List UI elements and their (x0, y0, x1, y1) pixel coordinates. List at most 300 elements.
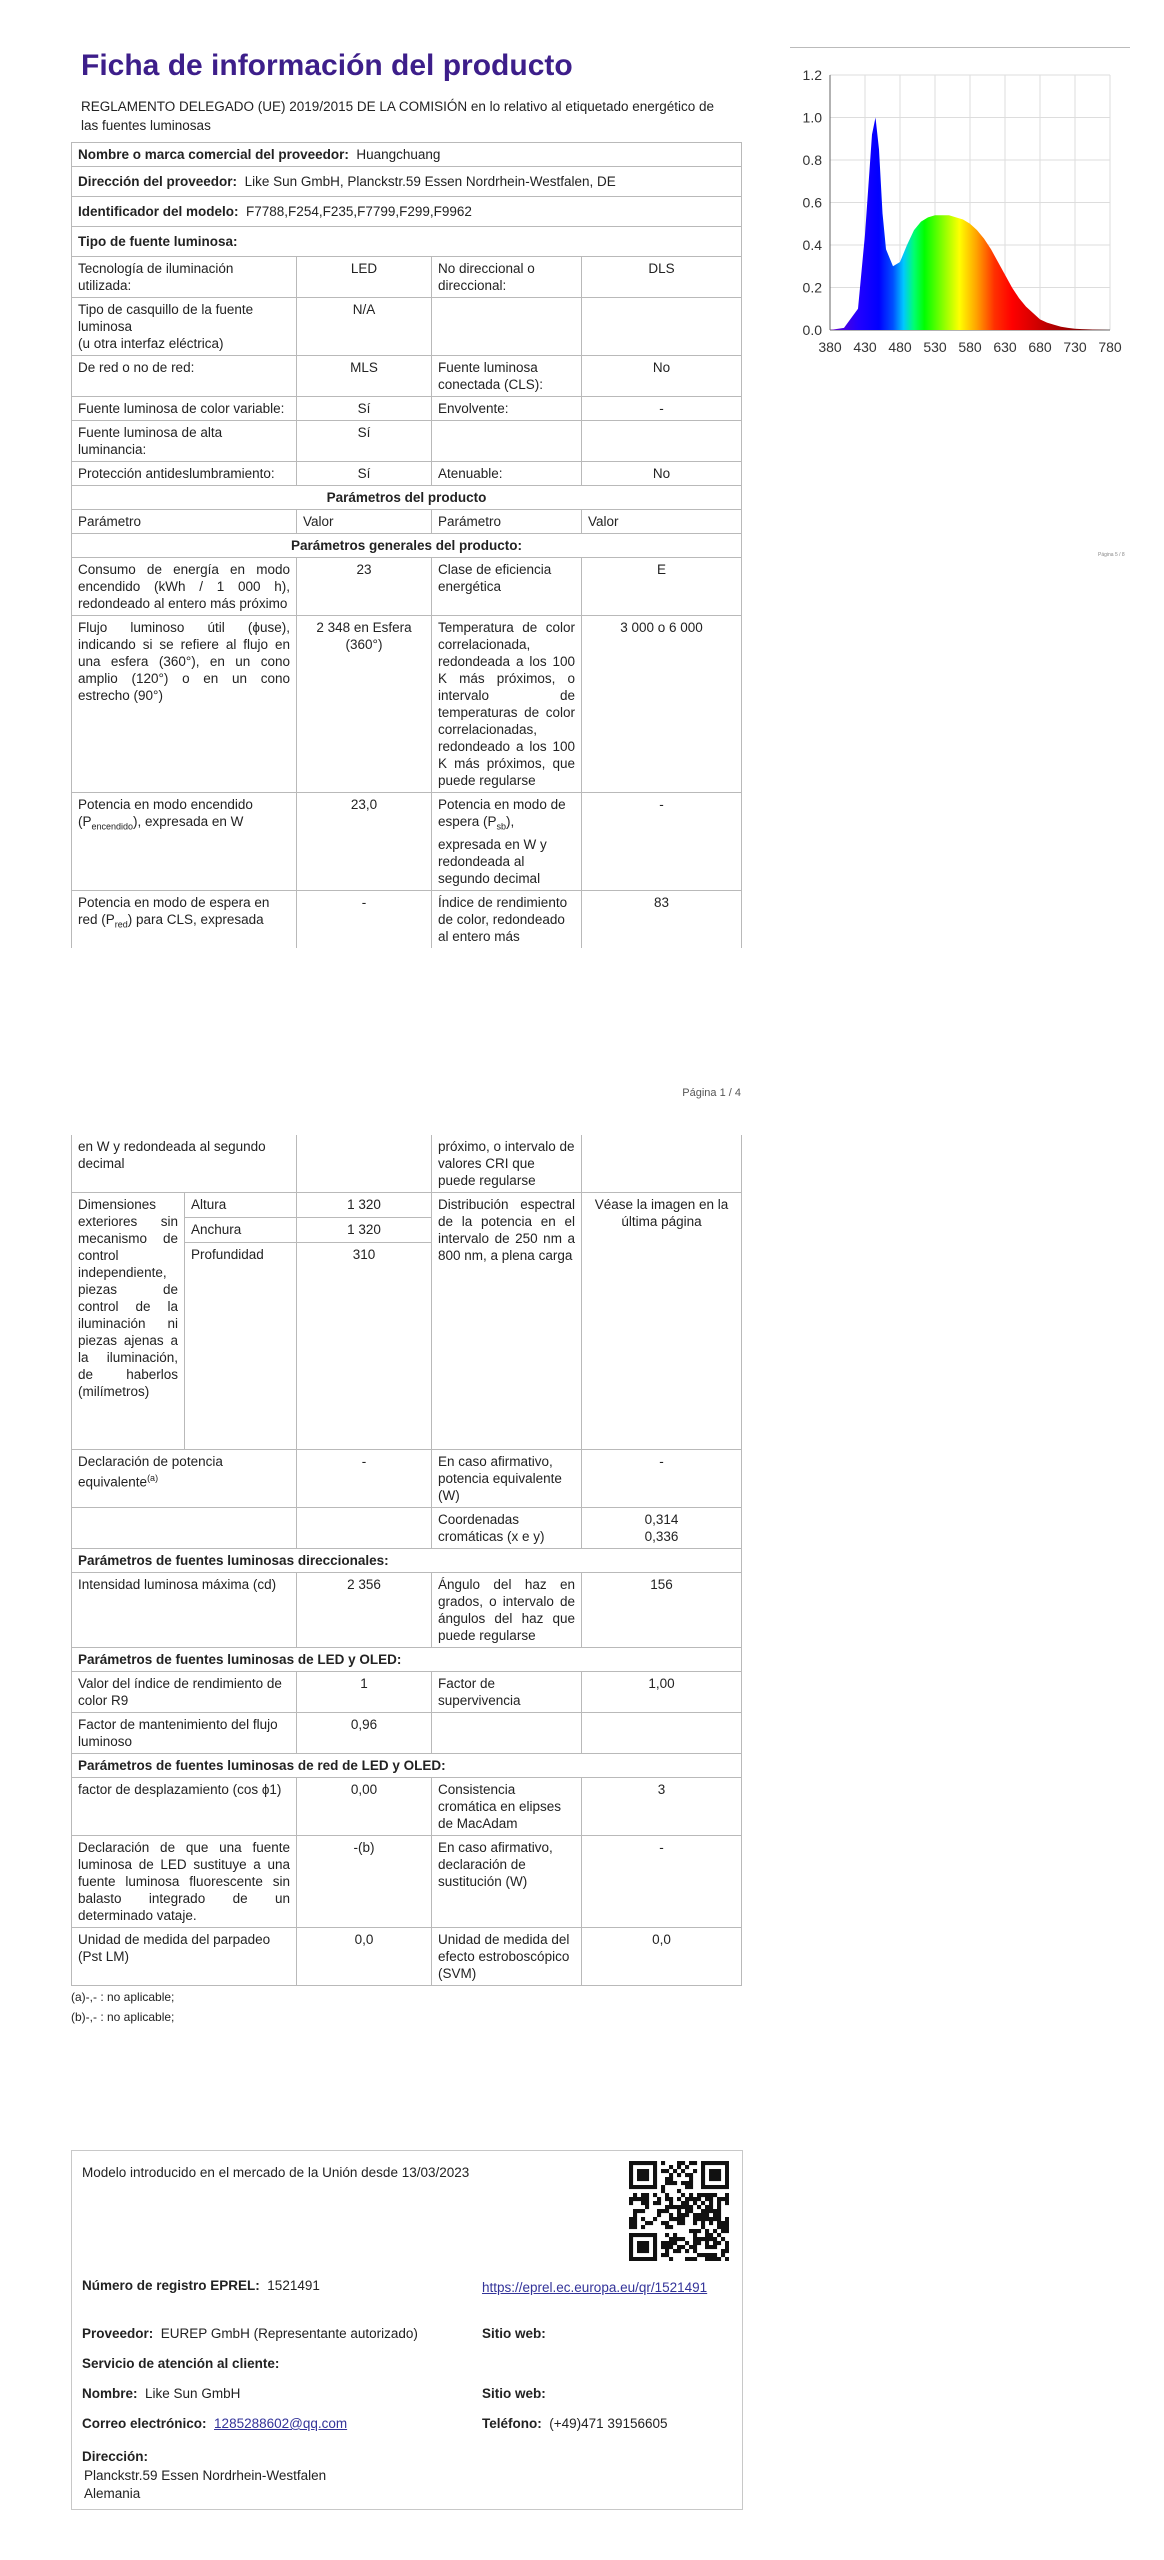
email-label: Correo electrónico: (82, 2416, 207, 2431)
qr-finder-module (645, 2241, 649, 2245)
email-row (82, 2416, 347, 2431)
qr-module (713, 2213, 717, 2217)
qr-module (693, 2197, 697, 2201)
qr-module (669, 2225, 673, 2229)
cell: DLS (582, 257, 742, 298)
cell: Véase la imagen en la última página (582, 1193, 742, 1450)
qr-module (701, 2201, 705, 2205)
qr-finder-module (629, 2161, 633, 2165)
qr-module (721, 2197, 725, 2201)
qr-module (717, 2201, 721, 2205)
qr-module (701, 2213, 705, 2217)
text: Potencia en modo encendido (P (78, 797, 253, 829)
qr-finder-module (721, 2161, 725, 2165)
qr-module (701, 2225, 705, 2229)
qr-module (693, 2237, 697, 2241)
qr-module (713, 2209, 717, 2213)
qr-module (677, 2245, 681, 2249)
cell (72, 890, 297, 948)
model-row (72, 197, 742, 227)
qr-finder-module (721, 2185, 725, 2189)
cell: 0,0 (297, 1928, 432, 1986)
qr-finder-module (649, 2257, 653, 2261)
cell: factor de desplazamiento (cos ϕ1) (72, 1778, 297, 1836)
y-tick-label: 0.2 (802, 279, 822, 296)
cell (582, 1135, 742, 1193)
qr-module (705, 2193, 709, 2197)
supplier-row (72, 143, 742, 167)
qr-module (717, 2213, 721, 2217)
qr-module (705, 2245, 709, 2249)
cell: LED (297, 257, 432, 298)
qr-finder-module (629, 2165, 633, 2169)
supplier-value: Huangchuang (356, 147, 441, 162)
cell: Unidad de medida del efecto estroboscópico (SVM) (432, 1928, 582, 1986)
qr-module (721, 2249, 725, 2253)
text: Potencia en modo de espera en red (P (78, 894, 270, 927)
qr-finder-module (713, 2173, 717, 2177)
table-row (72, 298, 742, 356)
cell: Envolvente: (432, 397, 582, 421)
qr-finder-module (701, 2181, 705, 2185)
qr-module (665, 2177, 669, 2181)
qr-module (713, 2237, 717, 2241)
qr-module (665, 2181, 669, 2185)
cell: - (582, 397, 742, 421)
qr-module (665, 2241, 669, 2245)
eprel-box (71, 2150, 743, 2510)
cell: 156 (582, 1573, 742, 1648)
qr-module (633, 2193, 637, 2197)
qr-finder-module (701, 2165, 705, 2169)
qr-module (661, 2241, 665, 2245)
qr-module (633, 2221, 637, 2225)
qr-finder-module (653, 2165, 657, 2169)
qr-module (689, 2197, 693, 2201)
qr-module (665, 2221, 669, 2225)
qr-finder-module (637, 2233, 641, 2237)
text: sb (496, 821, 507, 832)
qr-finder-module (653, 2241, 657, 2245)
qr-finder-module (725, 2181, 729, 2185)
qr-module (661, 2253, 665, 2257)
qr-module (705, 2229, 709, 2233)
qr-finder-module (641, 2185, 645, 2189)
qr-module (693, 2241, 697, 2245)
cell (582, 1713, 742, 1754)
cell: Temperatura de color correlacionada, redondeada a los 100 K más próximos, o intervalo de temperaturas de color correlacionadas, redondeado a los 100 K más próximos, que puede regularse (432, 616, 582, 793)
led-header: Parámetros de fuentes luminosas de LED y OLED: (72, 1648, 742, 1672)
table-row (72, 257, 742, 298)
qr-module (685, 2213, 689, 2217)
x-tick-label: 530 (923, 339, 947, 355)
qr-module (693, 2249, 697, 2253)
eprel-reg-row (82, 2278, 320, 2293)
qr-module (657, 2209, 661, 2213)
qr-module (693, 2161, 697, 2165)
cell: 1,00 (582, 1672, 742, 1713)
cell: Distribución espectral de la potencia en el intervalo de 250 nm a 800 nm, a plena carga (432, 1193, 582, 1450)
cell (72, 793, 297, 891)
qr-module (637, 2197, 641, 2201)
cell: Sí (297, 397, 432, 421)
qr-finder-module (645, 2161, 649, 2165)
qr-module (693, 2221, 697, 2225)
qr-module (669, 2173, 673, 2177)
qr-finder-module (725, 2177, 729, 2181)
qr-module (709, 2201, 713, 2205)
cell: 2 348 en Esfera (360°) (297, 616, 432, 793)
qr-module (721, 2229, 725, 2233)
qr-finder-module (641, 2161, 645, 2165)
page-title: Ficha de información del producto (81, 49, 573, 82)
cell: 1 320 (297, 1218, 432, 1243)
qr-module (725, 2225, 729, 2229)
qr-finder-module (701, 2173, 705, 2177)
phone-row (482, 2416, 668, 2431)
qr-finder-module (637, 2177, 641, 2181)
qr-finder-module (653, 2161, 657, 2165)
cell: Dimensiones exteriores sin mecanismo de control independiente, piezas de control de la iluminación ni piezas ajenas a la iluminación, de haberlos (milímetros) (72, 1193, 185, 1450)
table-row (72, 793, 742, 891)
qr-module (665, 2169, 669, 2173)
qr-module (641, 2197, 645, 2201)
spectrum-chart (790, 60, 1130, 380)
qr-module (717, 2257, 721, 2261)
params-header: Parámetros del producto (72, 486, 742, 510)
cell: 23 (297, 558, 432, 616)
qr-module (669, 2197, 673, 2201)
text: 0,336 (644, 1529, 679, 1544)
market-intro: Modelo introducido en el mercado de la Unión desde 13/03/2023 (82, 2165, 470, 2180)
qr-module (665, 2225, 669, 2229)
text: encendido (91, 821, 134, 832)
qr-module (693, 2233, 697, 2237)
cell: Índice de rendimiento de color, redondeado al entero más (432, 890, 582, 948)
address-row (72, 167, 742, 197)
qr-module (725, 2249, 729, 2253)
cell: 0,96 (297, 1713, 432, 1754)
y-tick-label: 1.2 (802, 67, 822, 83)
qr-finder-module (645, 2177, 649, 2181)
table-row (72, 1778, 742, 1836)
qr-finder-module (637, 2241, 641, 2245)
y-tick-label: 1.0 (802, 109, 822, 126)
qr-finder-module (713, 2185, 717, 2189)
qr-module (725, 2245, 729, 2249)
qr-module (665, 2249, 669, 2253)
qr-module (633, 2209, 637, 2213)
qr-module (633, 2217, 637, 2221)
provider-label: Proveedor: (82, 2326, 154, 2341)
cell: Intensidad luminosa máxima (cd) (72, 1573, 297, 1648)
cell: De red o no de red: (72, 356, 297, 397)
qr-module (725, 2201, 729, 2205)
x-tick-label: 680 (1028, 339, 1052, 355)
cell: Consumo de energía en modo encendido (kWh / 1 000 h), redondeado al entero más próximo (72, 558, 297, 616)
qr-module (685, 2165, 689, 2169)
qr-finder-module (629, 2253, 633, 2257)
qr-finder-module (629, 2257, 633, 2261)
cell: 1 320 (297, 1193, 432, 1218)
qr-module (697, 2237, 701, 2241)
cell (582, 1508, 742, 1549)
qr-finder-module (633, 2161, 637, 2165)
qr-module (721, 2225, 725, 2229)
qr-module (705, 2209, 709, 2213)
qr-finder-module (709, 2177, 713, 2181)
qr-module (697, 2197, 701, 2201)
qr-module (689, 2173, 693, 2177)
cell: próximo, o intervalo de valores CRI que puede regularse (432, 1135, 582, 1193)
qr-module (677, 2173, 681, 2177)
qr-module (705, 2213, 709, 2217)
cell: Unidad de medida del parpadeo (Pst LM) (72, 1928, 297, 1986)
qr-finder-module (641, 2257, 645, 2261)
qr-module (693, 2213, 697, 2217)
qr-finder-module (645, 2169, 649, 2173)
qr-module (669, 2257, 673, 2261)
qr-module (629, 2217, 633, 2221)
qr-module (641, 2217, 645, 2221)
phone-value: (+49)471 39156605 (549, 2416, 668, 2431)
qr-module (685, 2181, 689, 2185)
x-tick-label: 730 (1063, 339, 1087, 355)
table-row (72, 356, 742, 397)
qr-module (681, 2245, 685, 2249)
qr-module (661, 2221, 665, 2225)
qr-module (633, 2225, 637, 2229)
y-tick-label: 0.8 (802, 152, 822, 168)
cell: Tipo de casquillo de la fuente luminosa (u otra interfaz eléctrica) (72, 298, 297, 356)
qr-finder-module (709, 2161, 713, 2165)
cell: - (297, 1450, 432, 1508)
qr-module (665, 2205, 669, 2209)
qr-module (717, 2197, 721, 2201)
cell (582, 298, 742, 356)
qr-module (717, 2225, 721, 2229)
qr-module (669, 2213, 673, 2217)
text: 0,314 (644, 1512, 679, 1527)
cell: Sí (297, 421, 432, 462)
cell: Fuente luminosa de alta luminancia: (72, 421, 297, 462)
qr-module (681, 2201, 685, 2205)
qr-finder-module (637, 2169, 641, 2173)
table-row (72, 1672, 742, 1713)
qr-module (721, 2237, 725, 2241)
regulation-text: REGLAMENTO DELEGADO (UE) 2019/2015 DE LA COMISIÓN en lo relativo al etiquetado energético de las fuentes luminosas (81, 99, 715, 133)
qr-module (677, 2217, 681, 2221)
model-label: Identificador del modelo: (78, 204, 239, 219)
cell (432, 298, 582, 356)
table-row (72, 1573, 742, 1648)
col-header: Parámetro (432, 510, 582, 534)
cell (72, 1508, 297, 1549)
name-value: Like Sun GmbH (145, 2386, 241, 2401)
qr-module (721, 2221, 725, 2225)
cell (582, 421, 742, 462)
cell: 310 (297, 1243, 432, 1450)
cell: En caso afirmativo, declaración de sustitución (W) (432, 1836, 582, 1928)
provider-row (82, 2326, 418, 2341)
col-header: Valor (297, 510, 432, 534)
qr-module (673, 2233, 677, 2237)
qr-module (677, 2189, 681, 2193)
qr-module (685, 2209, 689, 2213)
cell: - (582, 793, 742, 891)
cell: - (582, 1450, 742, 1508)
qr-finder-module (653, 2173, 657, 2177)
qr-finder-module (725, 2169, 729, 2173)
qr-module (649, 2221, 653, 2225)
cell: Factor de supervivencia (432, 1672, 582, 1713)
qr-finder-module (645, 2249, 649, 2253)
qr-finder-module (645, 2233, 649, 2237)
qr-module (689, 2205, 693, 2209)
qr-module (653, 2201, 657, 2205)
cell (72, 1450, 297, 1508)
qr-module (693, 2217, 697, 2221)
qr-finder-module (637, 2173, 641, 2177)
cell: Fuente luminosa de color variable: (72, 397, 297, 421)
qr-finder-module (717, 2185, 721, 2189)
qr-module (689, 2193, 693, 2197)
cell: en W y redondeada al segundo decimal (72, 1135, 297, 1193)
cell: E (582, 558, 742, 616)
email-link[interactable]: 1285288602@qq.com (214, 2416, 348, 2431)
qr-finder-module (637, 2249, 641, 2253)
qr-module (677, 2197, 681, 2201)
qr-module (685, 2257, 689, 2261)
qr-module (657, 2197, 661, 2201)
qr-module (697, 2229, 701, 2233)
qr-module (689, 2229, 693, 2233)
qr-module (669, 2241, 673, 2245)
address-line-2: Alemania (84, 2486, 141, 2501)
text: red (114, 919, 128, 930)
qr-module (661, 2161, 665, 2165)
cell: Anchura (185, 1218, 297, 1243)
cell (432, 1713, 582, 1754)
qr-module (701, 2237, 705, 2241)
qr-finder-module (641, 2177, 645, 2181)
address-label: Dirección: (82, 2449, 149, 2464)
product-info-table-2 (71, 1135, 742, 1986)
qr-finder-module (629, 2177, 633, 2181)
qr-module (725, 2193, 729, 2197)
qr-module (657, 2201, 661, 2205)
qr-finder-module (709, 2173, 713, 2177)
address-line-1: Planckstr.59 Essen Nordrhein-Westfalen (84, 2468, 327, 2483)
name-label: Nombre: (82, 2386, 138, 2401)
qr-finder-module (653, 2249, 657, 2253)
footnote-b: (b)-,- : no aplicable; (71, 2010, 175, 2024)
qr-module (689, 2185, 693, 2189)
qr-module (725, 2221, 729, 2225)
qr-module (689, 2209, 693, 2213)
qr-finder-module (641, 2249, 645, 2253)
qr-module (673, 2217, 677, 2221)
qr-module (681, 2193, 685, 2197)
qr-finder-module (641, 2173, 645, 2177)
qr-module (681, 2237, 685, 2241)
x-tick-label: 430 (853, 339, 877, 355)
col-header: Valor (582, 510, 742, 534)
qr-module (677, 2161, 681, 2165)
qr-module (673, 2205, 677, 2209)
qr-module (661, 2245, 665, 2249)
cell: 3 (582, 1778, 742, 1836)
qr-module (701, 2221, 705, 2225)
qr-module (685, 2197, 689, 2201)
qr-module (637, 2209, 641, 2213)
qr-module (709, 2193, 713, 2197)
eprel-link[interactable]: https://eprel.ec.europa.eu/qr/1521491 (482, 2280, 708, 2295)
qr-finder-module (637, 2257, 641, 2261)
qr-module (629, 2221, 633, 2225)
cell: Valor del índice de rendimiento de color R9 (72, 1672, 297, 1713)
qr-finder-module (641, 2169, 645, 2173)
qr-module (673, 2241, 677, 2245)
qr-module (641, 2193, 645, 2197)
qr-module (677, 2237, 681, 2241)
qr-finder-module (653, 2253, 657, 2257)
x-tick-label: 380 (818, 339, 842, 355)
qr-module (669, 2181, 673, 2185)
qr-module (697, 2213, 701, 2217)
qr-module (669, 2177, 673, 2181)
qr-finder-module (653, 2181, 657, 2185)
qr-module (681, 2169, 685, 2173)
mains-header: Parámetros de fuentes luminosas de red de LED y OLED: (72, 1754, 742, 1778)
qr-module (725, 2229, 729, 2233)
qr-finder-module (701, 2177, 705, 2181)
qr-finder-module (705, 2161, 709, 2165)
qr-module (633, 2197, 637, 2201)
qr-finder-module (705, 2185, 709, 2189)
qr-code[interactable] (629, 2161, 729, 2261)
qr-finder-module (653, 2185, 657, 2189)
qr-module (709, 2257, 713, 2261)
qr-module (673, 2249, 677, 2253)
qr-code-image (629, 2161, 729, 2261)
qr-module (701, 2193, 705, 2197)
qr-module (717, 2217, 721, 2221)
qr-finder-module (653, 2245, 657, 2249)
qr-module (701, 2253, 705, 2257)
service-label: Servicio de atención al cliente: (82, 2356, 280, 2371)
col-header: Parámetro (72, 510, 297, 534)
qr-module (697, 2217, 701, 2221)
cell: Profundidad (185, 1243, 297, 1450)
qr-finder-module (629, 2181, 633, 2185)
qr-module (709, 2205, 713, 2209)
qr-module (645, 2221, 649, 2225)
qr-finder-module (717, 2173, 721, 2177)
qr-module (709, 2253, 713, 2257)
qr-module (665, 2197, 669, 2201)
qr-module (705, 2257, 709, 2261)
qr-module (681, 2217, 685, 2221)
qr-finder-module (717, 2177, 721, 2181)
qr-module (669, 2237, 673, 2241)
table-row (72, 1193, 742, 1218)
qr-module (681, 2221, 685, 2225)
qr-module (685, 2201, 689, 2205)
qr-module (709, 2217, 713, 2221)
qr-module (645, 2197, 649, 2201)
qr-module (713, 2257, 717, 2261)
